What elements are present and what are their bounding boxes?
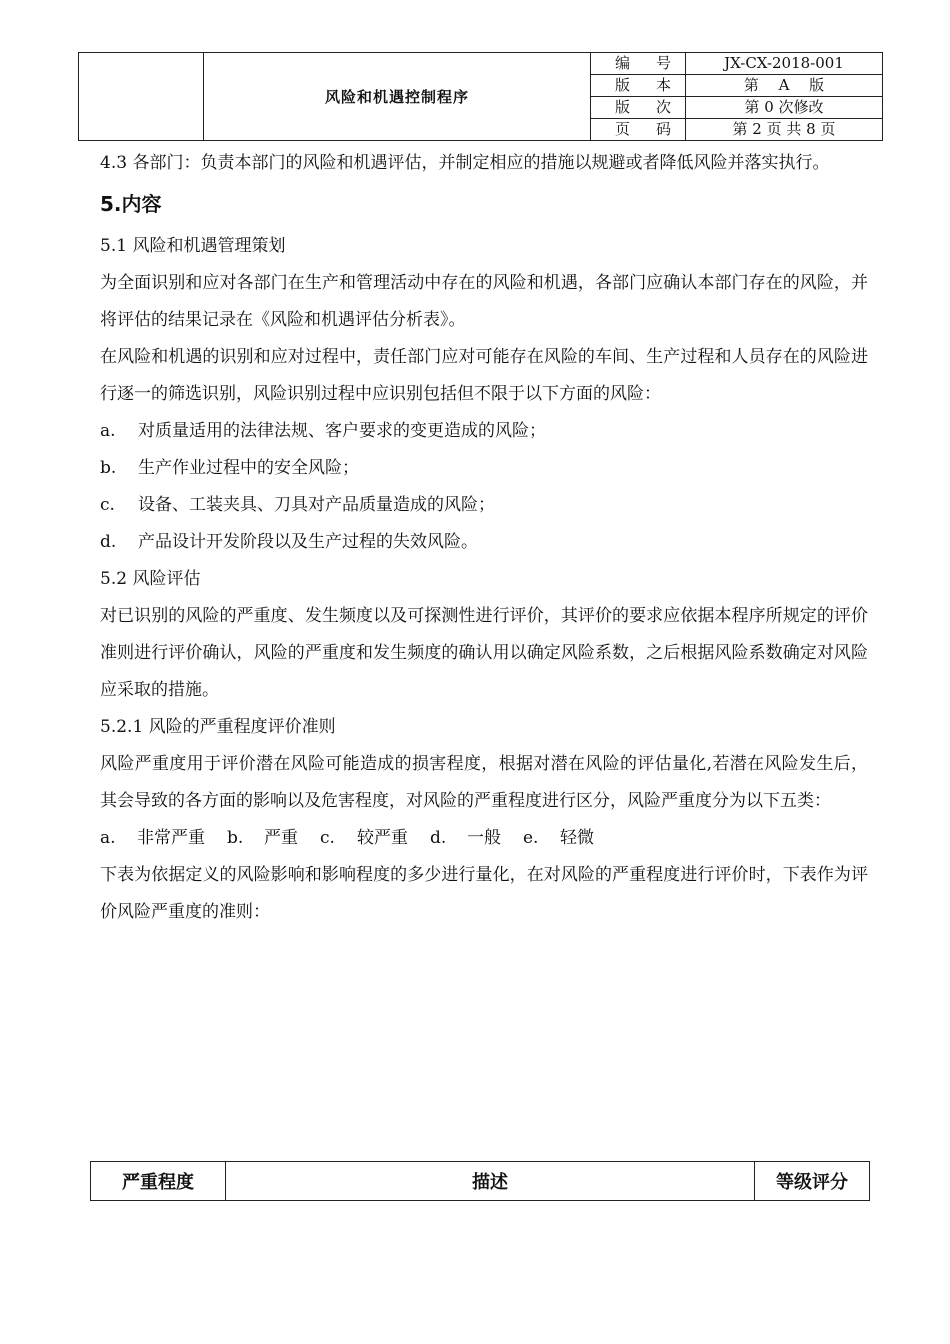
paragraph-4-3: 4.3 各部门：负责本部门的风险和机遇评估，并制定相应的措施以规避或者降低风险并落实执行。 <box>100 153 830 173</box>
column-header-grade-score: 等级评分 <box>755 1162 870 1201</box>
document-title: 风险和机遇控制程序 <box>204 53 591 141</box>
column-header-severity: 严重程度 <box>91 1162 226 1201</box>
severity-grade-list <box>100 820 868 857</box>
logo-cell <box>79 53 204 141</box>
grade-item: b. 严重 <box>227 828 298 848</box>
section-5-2-1-paragraph-2: 下表为依据定义的风险影响和影响程度的多少进行量化，在对风险的严重程度进行评价时，下表作为评价风险严重度的准则： <box>100 865 868 922</box>
section-5-2-1-paragraph-1: 风险严重度用于评价潜在风险可能造成的损害程度，根据对潜在风险的评估量化,若潜在风险发生后，其会导致的各方面的影响以及危害程度，对风险的严重程度进行区分，风险严重度分为以下五类： <box>100 754 868 811</box>
list-item: a. 对质量适用的法律法规、客户要求的变更造成的风险； <box>100 421 546 441</box>
meta-value-edition: 第 A 版 <box>686 75 883 97</box>
meta-value-number: JX-CX-2018-001 <box>686 53 883 75</box>
grade-item: d. 一般 <box>430 828 501 848</box>
meta-value-page: 第 2 页 共 8 页 <box>686 119 883 141</box>
meta-label-revision: 版 次 <box>591 97 686 119</box>
grade-item: e. 轻微 <box>523 828 594 848</box>
section-5-2-1-heading: 5.2.1 风险的严重程度评价准则 <box>100 717 336 737</box>
section-5-1-paragraph-2: 在风险和机遇的识别和应对过程中，责任部门应对可能存在风险的车间、生产过程和人员存在的风险进行逐一的筛选识别，风险识别过程中应识别包括但不限于以下方面的风险： <box>100 347 868 404</box>
document-body <box>100 145 868 931</box>
section-5-2-heading: 5.2 风险评估 <box>100 569 201 589</box>
grade-item: c. 较严重 <box>320 828 408 848</box>
grade-item: a. 非常严重 <box>100 828 205 848</box>
section-5-1-heading: 5.1 风险和机遇管理策划 <box>100 236 286 256</box>
meta-label-number: 编 号 <box>591 53 686 75</box>
meta-label-edition: 版 本 <box>591 75 686 97</box>
section-5-2-paragraph: 对已识别的风险的严重度、发生频度以及可探测性进行评价，其评价的要求应依据本程序所规定的评价准则进行评价确认，风险的严重度和发生频度的确认用以确定风险系数，之后根据风险系数确定对风险应采取的措施。 <box>100 606 868 700</box>
list-item: c. 设备、工装夹具、刀具对产品质量造成的风险； <box>100 495 495 515</box>
meta-label-page: 页 码 <box>591 119 686 141</box>
severity-criteria-table <box>90 1161 870 1201</box>
list-item: b. 生产作业过程中的安全风险； <box>100 458 359 478</box>
column-header-description: 描述 <box>226 1162 755 1201</box>
list-item: d. 产品设计开发阶段以及生产过程的失效风险。 <box>100 532 478 552</box>
section-5-1-paragraph-1: 为全面识别和应对各部门在生产和管理活动中存在的风险和机遇，各部门应确认本部门存在的风险，并将评估的结果记录在《风险和机遇评估分析表》。 <box>100 273 868 330</box>
section-5-heading: 5.内容 <box>100 192 162 216</box>
document-header-table <box>78 52 883 141</box>
table-header-row <box>91 1162 870 1201</box>
meta-value-revision: 第 0 次修改 <box>686 97 883 119</box>
